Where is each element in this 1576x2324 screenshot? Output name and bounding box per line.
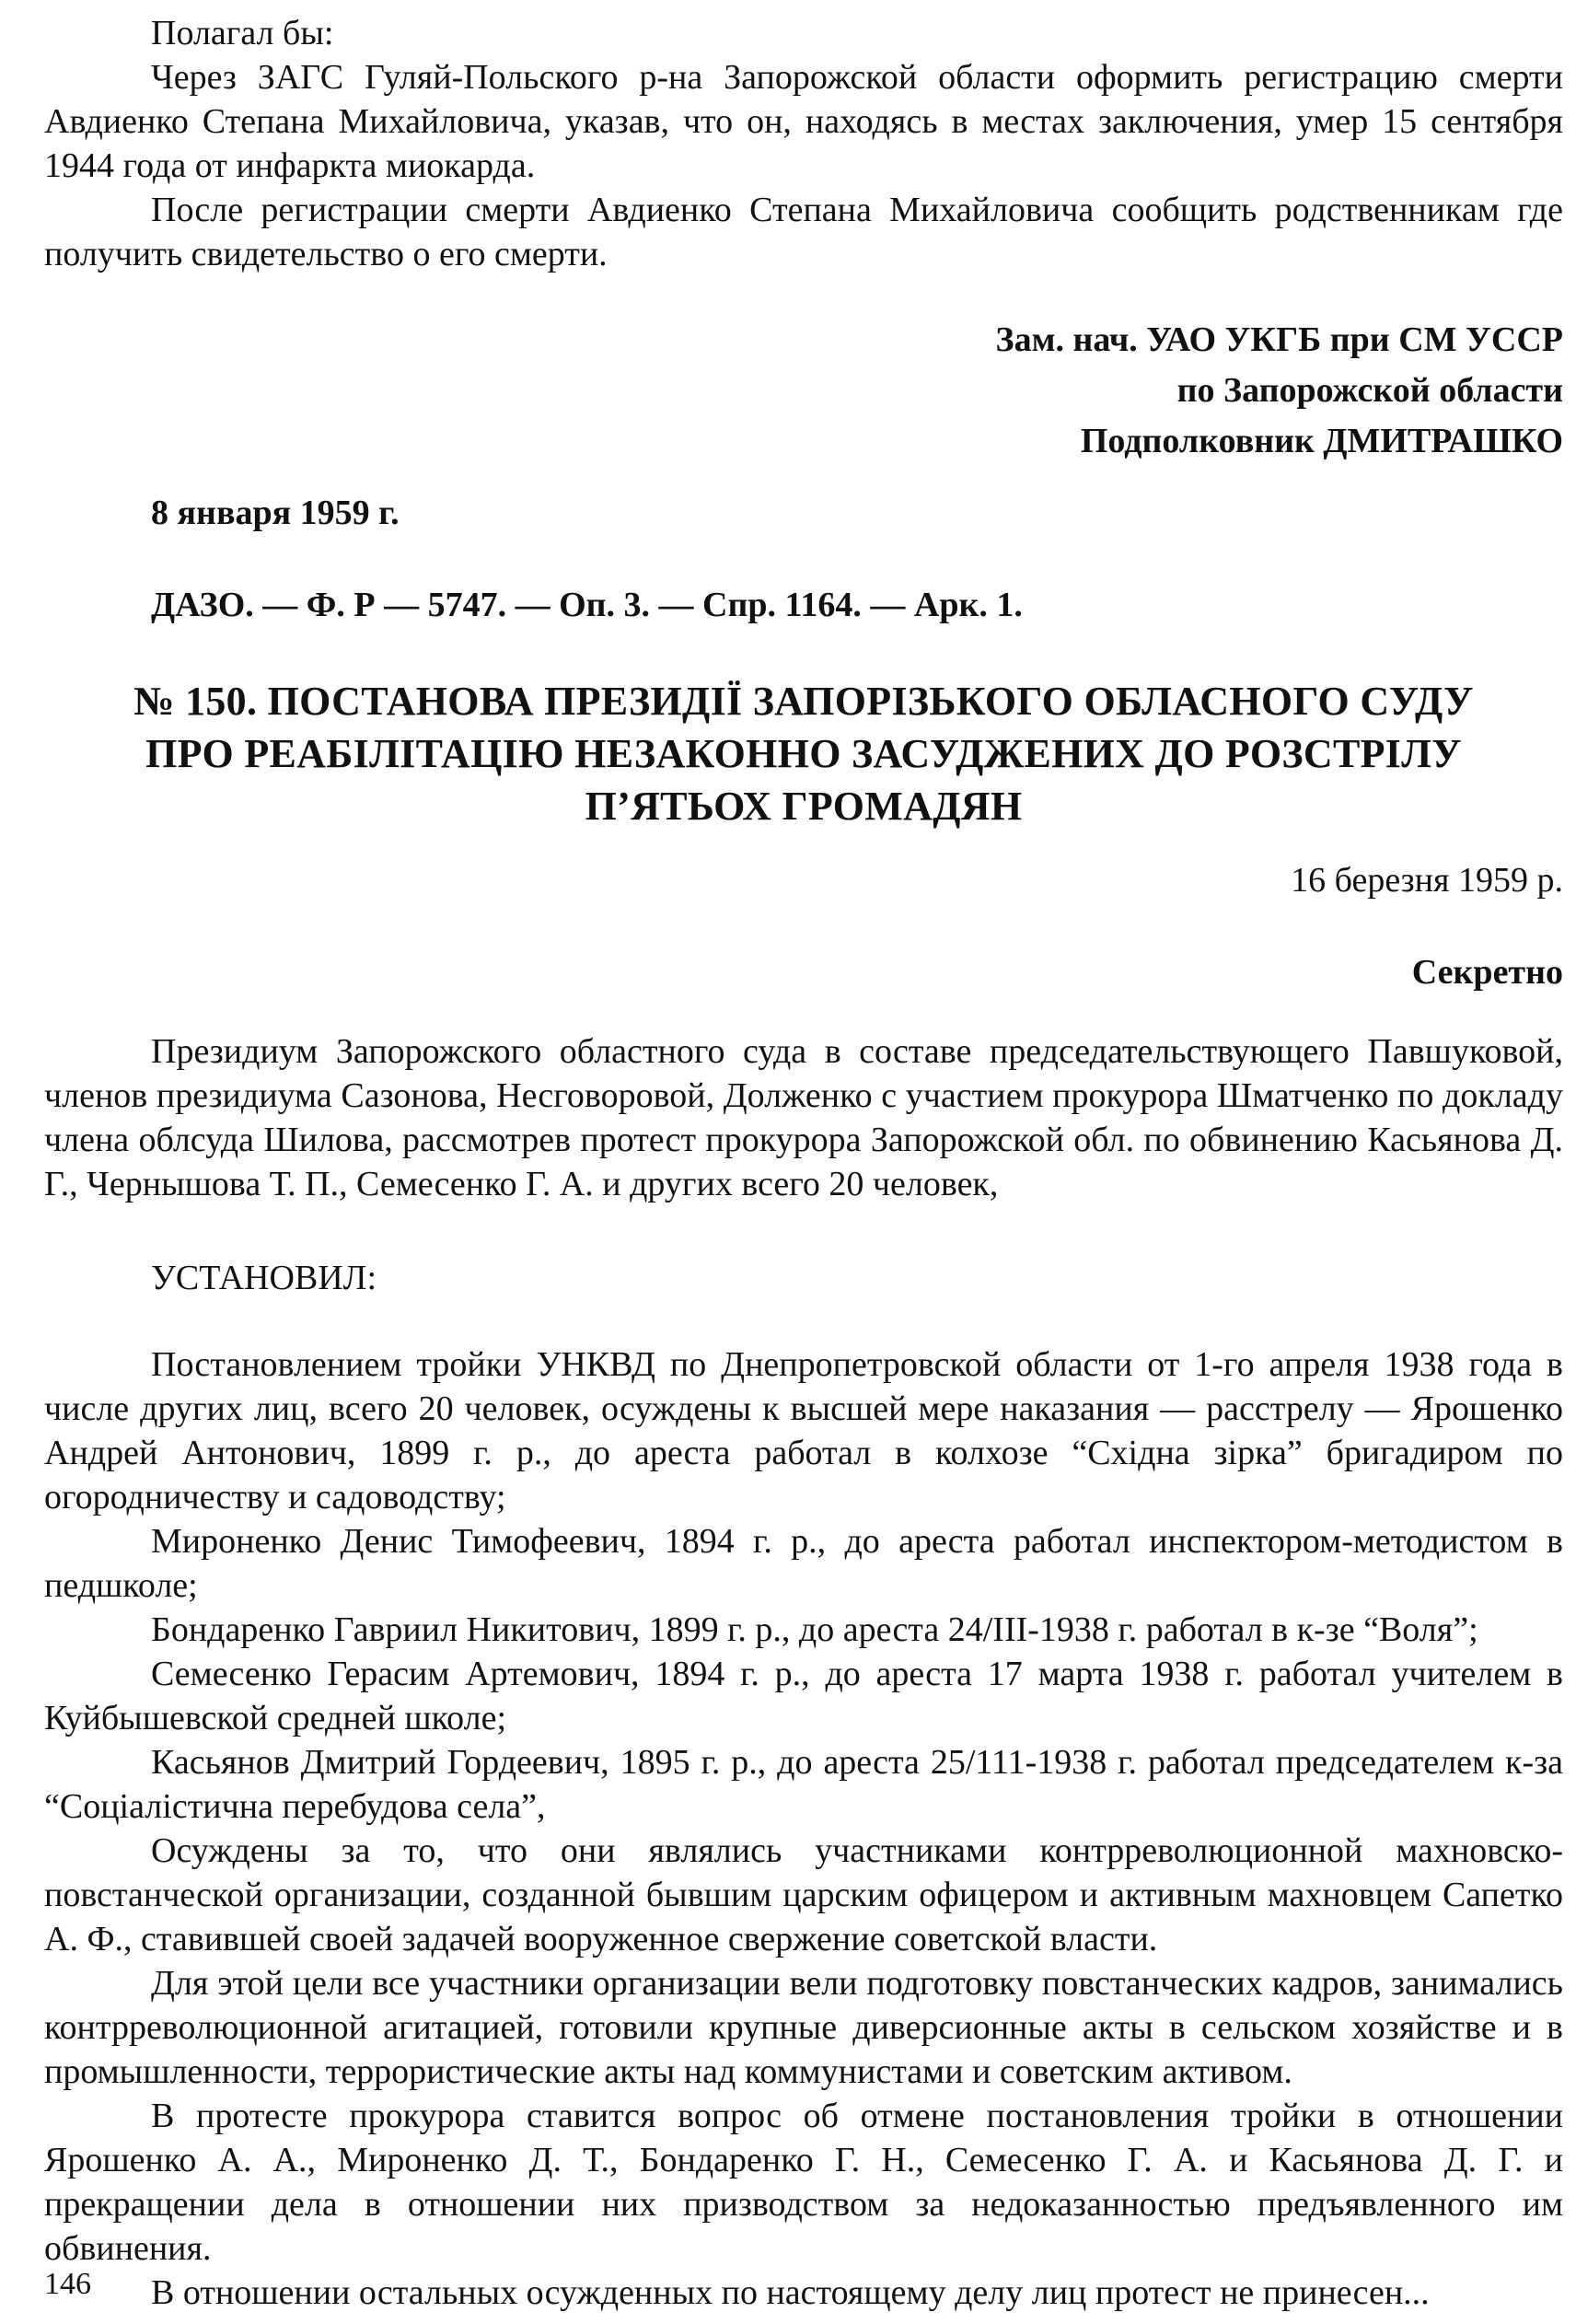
body-paragraph: Семесенко Герасим Артемович, 1894 г. р., до ареста 17 марта 1938 г. работал учителем в Куйбышевской средней школе;	[44, 1655, 1563, 1737]
body-paragraph: Постановлением тройки УНКВД по Днепропетровской области от 1-го апреля 1938 года в числе других лиц, всего 20 человек, осуждены к высшей мере наказания — расстрелу — Ярошенко Андрей Антонович, 1899 г. р., до ареста работал в колхозе “Східна зірка” бригадиром по огородничеству и садоводству;	[44, 1345, 1563, 1516]
body-paragraph: Осуждены за то, что они являлись участниками контрреволюционной махновско-повстанческой организации, созданной бывшим царским офицером и активным махновцем Сапетко А. Ф., ставившей своей задачей вооруженное свержение советской власти.	[44, 1831, 1563, 1958]
body-preamble: Президиум Запорожского областного суда в составе председательствующего Павшуковой, членов президиума Сазонова, Несговоровой, Долженко с участием прокурора Шматченко по докладу члена облсуда Шилова, рассмотрев протест прокурора Запорожской обл. по обвинению Касьянова Д. Г., Чернышова Т. П., Семесенко Г. А. и других всего 20 человек,	[44, 1032, 1563, 1203]
archive-reference-section	[44, 583, 1563, 627]
body-paragraph: Мироненко Денис Тимофеевич, 1894 г. р., до ареста работал инспектором-методистом в педшколе;	[44, 1522, 1563, 1605]
established-heading: УСТАНОВИЛ:	[151, 1259, 377, 1297]
document-date: 16 березня 1959 р.	[1291, 861, 1563, 900]
body-paragraph: Бондаренко Гавриил Никитович, 1899 г. р., до ареста 24/III-1938 г. работал в к-зе “Воля”;	[151, 1610, 1478, 1649]
body-paragraph: В протесте прокурора ставится вопрос об отмене постановления тройки в отношении Ярошенко А. А., Мироненко Д. Т., Бондаренко Г. Н., Семесенко Г. А. и Касьянова Д. Г. и прекращении дела в отношении них призводством за недоказанностью предъявленного им обвинения.	[44, 2097, 1563, 2268]
classification-section	[44, 950, 1563, 994]
classification-mark: Секретно	[1411, 953, 1563, 992]
body-paragraph: Для этой цели все участники организации вели подготовку повстанческих кадров, занимались контрреволюционной агитацией, готовили крупные диверсионные акты в сельском хозяйстве и в промышленности, террористические акты над коммунистами и советским активом.	[44, 1964, 1563, 2091]
document-date-section	[44, 858, 1563, 902]
body-paragraph: Касьянов Дмитрий Гордеевич, 1895 г. р., до ареста 25/111-1938 г. работал председателем к-за “Соціалістична перебудова села”,	[44, 1743, 1563, 1826]
signature-block	[44, 315, 1563, 467]
signature-line: Подполковник ДМИТРАШКО	[1080, 422, 1563, 460]
body-paragraph: В отношении остальных осужденных по настоящему делу лиц протест не принесен...	[151, 2273, 1430, 2312]
document-title	[44, 675, 1563, 832]
document-title-line: № 150. ПОСТАНОВА ПРЕЗИДІЇ ЗАПОРІЗЬКОГО ОБЛАСНОГО СУДУ	[133, 679, 1474, 724]
signature-line: Зам. нач. УАО УКГБ при СМ УССР	[995, 320, 1563, 359]
signature-line: по Запорожской области	[1176, 371, 1563, 410]
proposal-paragraph: После регистрации смерти Авдиенко Степана Михайловича сообщить родственникам где получить свидетельство о его смерти.	[44, 191, 1563, 273]
proposal-label: Полагал бы:	[151, 14, 334, 52]
letter-date-section	[44, 491, 1563, 535]
page-number: 146	[44, 2267, 91, 2301]
document-body	[44, 1029, 1563, 2315]
proposal-paragraph: Через ЗАГС Гуляй-Польского р-на Запорожской области оформить регистрацию смерти Авдиенко Степана Михайловича, указав, что он, находясь в местах заключения, умер 15 сентября 1944 года от инфаркта миокарда.	[44, 58, 1563, 185]
letter-date: 8 января 1959 г.	[151, 494, 400, 532]
archive-reference: ДАЗО. — Ф. Р — 5747. — Оп. 3. — Спр. 1164. — Арк. 1.	[151, 586, 1023, 624]
proposal-section	[44, 11, 1563, 276]
document-title-line: ПРО РЕАБІЛІТАЦІЮ НЕЗАКОННО ЗАСУДЖЕНИХ ДО РОЗСТРІЛУ	[145, 731, 1462, 776]
document-title-line: П’ЯТЬОХ ГРОМАДЯН	[585, 784, 1023, 829]
